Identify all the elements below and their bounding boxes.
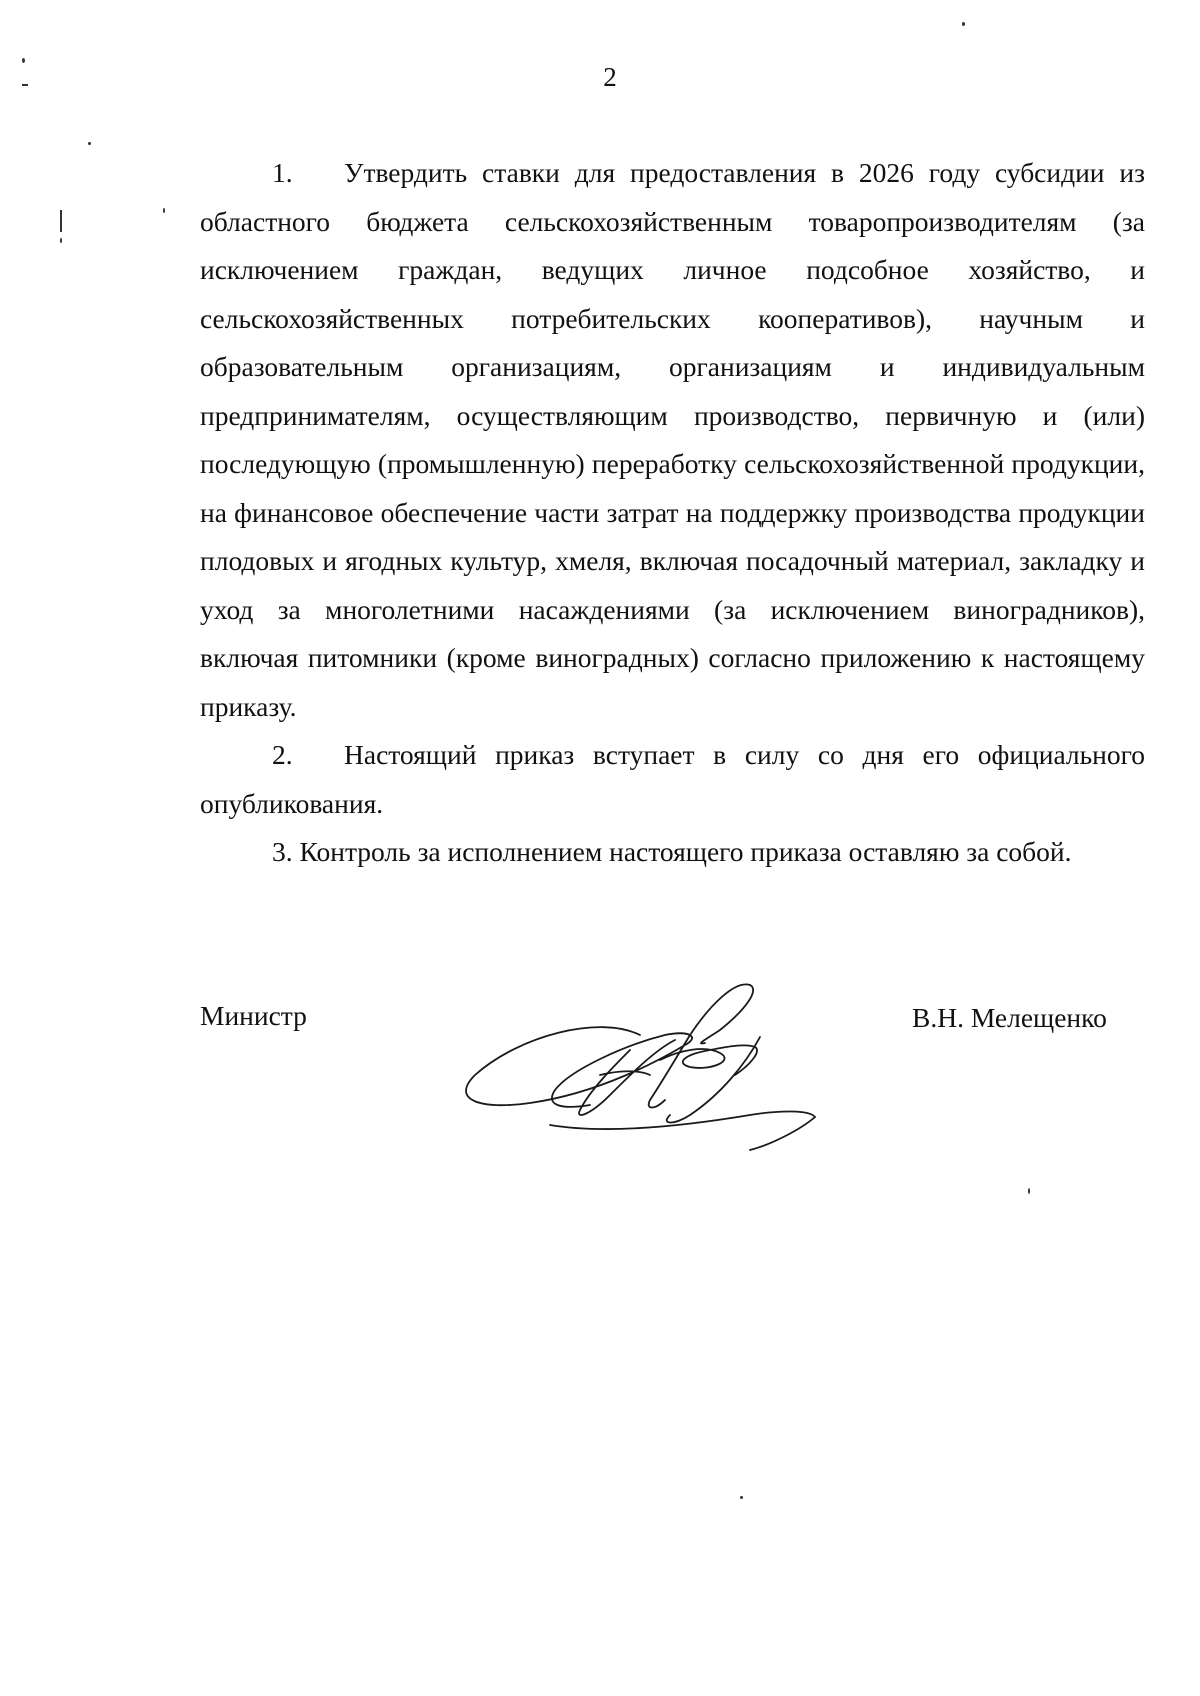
paragraph-2-text: Настоящий приказ вступает в силу со дня его официального опубликования. (200, 739, 1145, 819)
paragraph-3-text: 3. Контроль за исполнением настоящего приказа оставляю за собой. (272, 836, 1072, 867)
document-body (200, 149, 1145, 877)
paragraph-1-text: Утвердить ставки для предоставления в 2026 году субсидии из областного бюджета сельскохозяйственным товаропроизводителям (за исключением граждан, ведущих личное подсобное хозяйство, и сельскохозяйственных потребительских кооперативов), научным и образовательным организациям, организациям и индивидуальным предпринимателям, осуществляющим производство, первичную и (или) последующую (промышленную) переработку сельскохозяйственной продукции, на финансовое обеспечение части затрат на поддержку производства продукции плодовых и ягодных культур, хмеля, включая посадочный материал, закладку и уход за многолетними насаждениями (за исключением виноградников), включая питомники (кроме виноградных) согласно приложению к настоящему приказу. (200, 157, 1145, 722)
paragraph-3 (200, 828, 1145, 877)
signatory-name: В.Н. Мелещенко (912, 1002, 1107, 1033)
page-number: 2 (603, 62, 617, 92)
paragraph-2-number: 2. (272, 739, 293, 770)
scan-speck (163, 208, 165, 213)
paragraph-1 (200, 149, 1145, 731)
scan-speck (22, 58, 25, 63)
scan-speck (740, 1496, 743, 1499)
scan-speck (962, 22, 965, 26)
scan-speck (88, 142, 91, 145)
scan-speck (60, 238, 62, 243)
handwritten-signature (450, 975, 830, 1155)
paragraph-2 (200, 731, 1145, 828)
paragraph-1-number: 1. (272, 157, 293, 188)
scan-speck (1028, 1188, 1030, 1194)
signatory-title: Министр (200, 1000, 307, 1031)
scan-speck (22, 84, 28, 86)
scan-speck (60, 210, 62, 232)
